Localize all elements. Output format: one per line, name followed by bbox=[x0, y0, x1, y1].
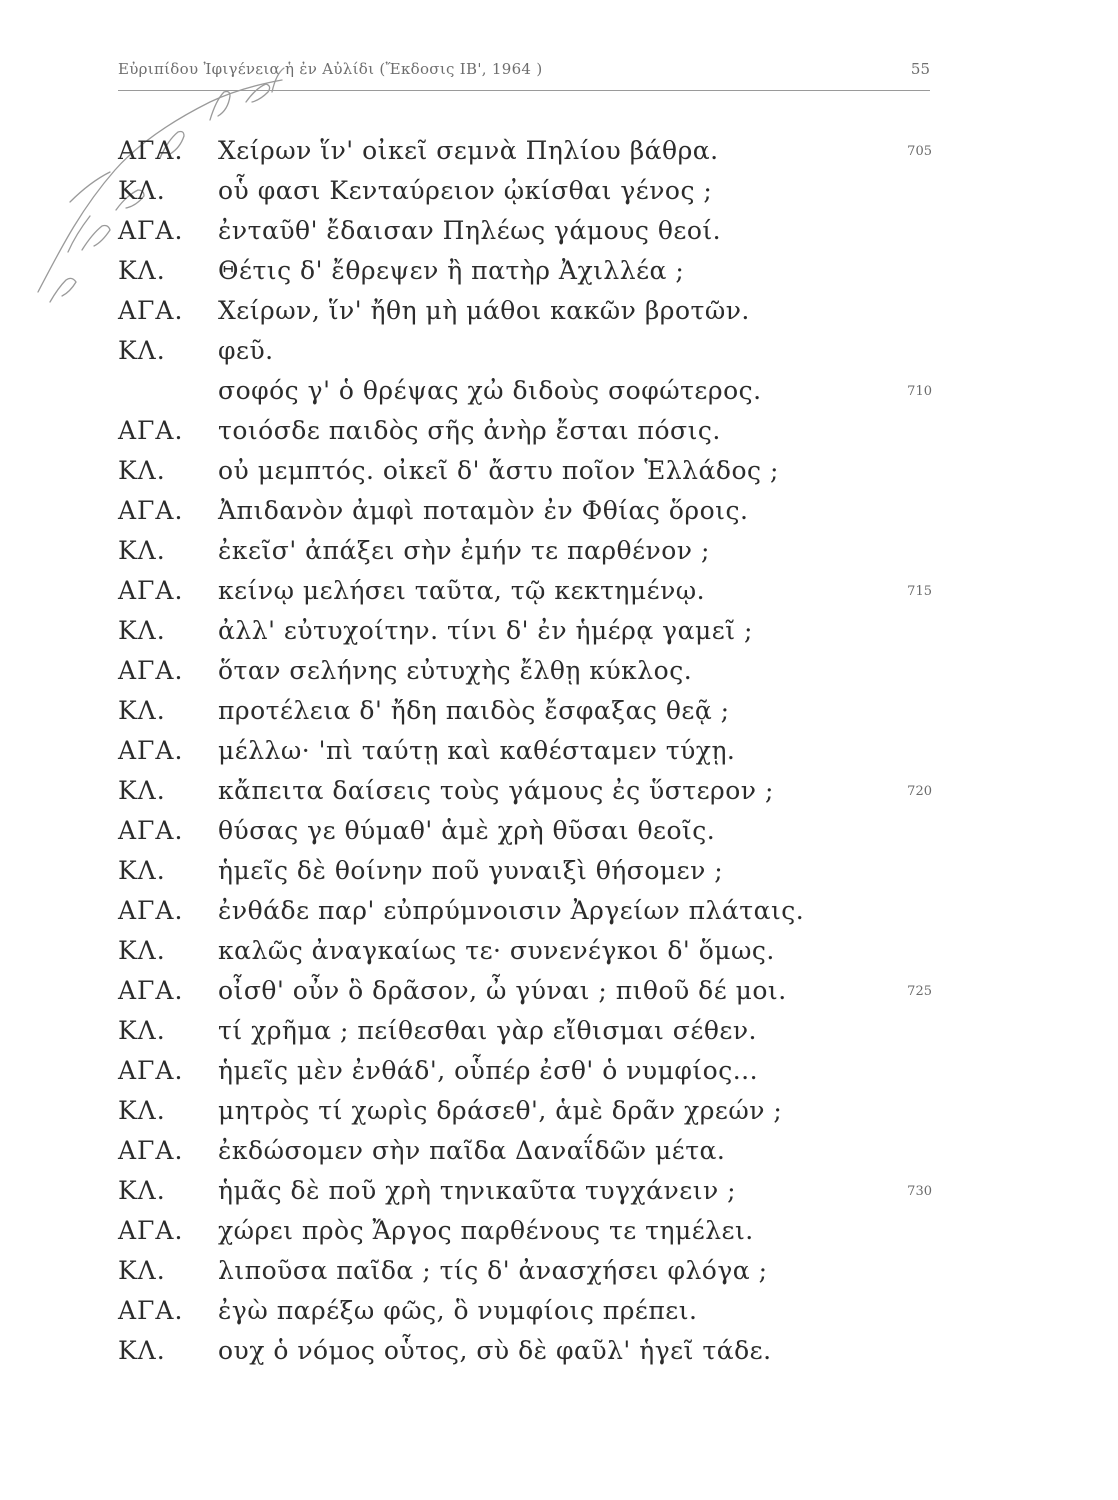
speaker-label: ΚΛ. bbox=[118, 1096, 166, 1125]
speaker-label: ΚΛ. bbox=[118, 176, 166, 205]
verse-line bbox=[0, 736, 1118, 776]
speaker-label: ΑΓΑ. bbox=[118, 296, 184, 325]
verse-line bbox=[0, 216, 1118, 256]
verse-text-line: θύσας γε θύμαθ' ἁμὲ χρὴ θῦσαι θεοῖς. bbox=[218, 816, 716, 845]
verse-line bbox=[0, 1216, 1118, 1256]
verse-line bbox=[0, 416, 1118, 456]
verse-line bbox=[0, 376, 1118, 416]
verse-line bbox=[0, 536, 1118, 576]
verse-text-line: οὗ φασι Κενταύρειον ᾠκίσθαι γένος ; bbox=[218, 176, 713, 205]
speaker-label: ΚΛ. bbox=[118, 616, 166, 645]
verse-line bbox=[0, 176, 1118, 216]
verse-text-line: μητρὸς τί χωρὶς δράσεθ', ἁμὲ δρᾶν χρεών ; bbox=[218, 1096, 783, 1125]
speaker-label: ΑΓΑ. bbox=[118, 1136, 184, 1165]
speaker-label: ΚΛ. bbox=[118, 776, 166, 805]
speaker-label: ΑΓΑ. bbox=[118, 816, 184, 845]
speaker-label: ΚΛ. bbox=[118, 456, 166, 485]
verse-line bbox=[0, 296, 1118, 336]
verse-text-line: καλῶς ἀναγκαίως τε· συνενέγκοι δ' ὅμως. bbox=[218, 936, 775, 965]
verse-line bbox=[0, 936, 1118, 976]
verse-text-line: προτέλεια δ' ἤδη παιδὸς ἔσφαξας θεᾷ ; bbox=[218, 696, 730, 725]
verse-line bbox=[0, 1016, 1118, 1056]
verse-text-line: σοφός γ' ὁ θρέψας χὠ διδοὺς σοφώτερος. bbox=[218, 376, 762, 405]
speaker-label: ΑΓΑ. bbox=[118, 1296, 184, 1325]
verse-text-line: τί χρῆμα ; πείθεσθαι γὰρ εἴθισμαι σέθεν. bbox=[218, 1016, 757, 1045]
verse-text-line: ἡμεῖς μὲν ἐνθάδ', οὗπέρ ἐσθ' ὁ νυμφίος... bbox=[218, 1056, 759, 1085]
verse-line bbox=[0, 1256, 1118, 1296]
speaker-label: ΑΓΑ. bbox=[118, 496, 184, 525]
verse-text-line: ὅταν σελήνης εὐτυχὴς ἔλθῃ κύκλος. bbox=[218, 656, 693, 685]
verse-line bbox=[0, 1296, 1118, 1336]
verse-text-line: ἐγὼ παρέξω φῶς, ὃ νυμφίοις πρέπει. bbox=[218, 1296, 698, 1325]
verse-text-line: Χείρων, ἵν' ἤθη μὴ μάθοι κακῶν βροτῶν. bbox=[218, 296, 750, 325]
speaker-label: ΑΓΑ. bbox=[118, 416, 184, 445]
verse-line bbox=[0, 1136, 1118, 1176]
verse-line bbox=[0, 856, 1118, 896]
verse-text-line: ἐνταῦθ' ἔδαισαν Πηλέως γάμους θεοί. bbox=[218, 216, 722, 245]
verse-line bbox=[0, 976, 1118, 1016]
verse-text-line: κείνῳ μελήσει ταῦτα, τῷ κεκτημένῳ. bbox=[218, 576, 706, 605]
verse-text-line: ἐκεῖσ' ἀπάξει σὴν ἐμήν τε παρθένον ; bbox=[218, 536, 710, 565]
verse-line bbox=[0, 136, 1118, 176]
verse-text-line: Ἀπιδανὸν ἀμφὶ ποταμὸν ἐν Φθίας ὅροις. bbox=[218, 496, 749, 525]
speaker-label: ΚΛ. bbox=[118, 936, 166, 965]
line-number: 725 bbox=[907, 984, 932, 999]
page-number: 55 bbox=[910, 60, 930, 78]
verse-line bbox=[0, 616, 1118, 656]
verse-line bbox=[0, 816, 1118, 856]
verse-line bbox=[0, 256, 1118, 296]
verse-line bbox=[0, 576, 1118, 616]
speaker-label: ΚΛ. bbox=[118, 1176, 166, 1205]
line-number: 705 bbox=[907, 144, 932, 159]
verse-text-line: λιποῦσα παῖδα ; τίς δ' ἀνασχήσει φλόγα ; bbox=[218, 1256, 768, 1285]
verse-text-line: μέλλω· 'πὶ ταύτῃ καὶ καθέσταμεν τύχῃ. bbox=[218, 736, 736, 765]
verse-line bbox=[0, 1096, 1118, 1136]
verse-line bbox=[0, 1176, 1118, 1216]
verse-line bbox=[0, 456, 1118, 496]
verse-line bbox=[0, 896, 1118, 936]
verse-text-line: τοιόσδε παιδὸς σῆς ἀνὴρ ἔσται πόσις. bbox=[218, 416, 721, 445]
line-number: 720 bbox=[907, 784, 932, 799]
verse-text-line: ἡμᾶς δὲ ποῦ χρὴ τηνικαῦτα τυγχάνειν ; bbox=[218, 1176, 737, 1205]
line-number: 710 bbox=[907, 384, 932, 399]
verse-text-line: κἄπειτα δαίσεις τοὺς γάμους ἐς ὕστερον ; bbox=[218, 776, 774, 805]
running-title: Εὐριπίδου Ἰφιγένεια ἡ ἐν Αὐλίδι (Ἔκδοσις ΙΒ', 1964 ) bbox=[118, 60, 543, 78]
speaker-label: ΑΓΑ. bbox=[118, 576, 184, 605]
verse-text-line: Χείρων ἵν' οἰκεῖ σεμνὰ Πηλίου βάθρα. bbox=[218, 136, 719, 165]
speaker-label: ΚΛ. bbox=[118, 536, 166, 565]
speaker-label: ΑΓΑ. bbox=[118, 216, 184, 245]
verse-text-line: χώρει πρὸς Ἄργος παρθένους τε τημέλει. bbox=[218, 1216, 754, 1245]
speaker-label: ΚΛ. bbox=[118, 696, 166, 725]
verse-text-line: ἡμεῖς δὲ θοίνην ποῦ γυναιξὶ θήσομεν ; bbox=[218, 856, 724, 885]
verse-text-line: οἶσθ' οὖν ὃ δρᾶσον, ὦ γύναι ; πιθοῦ δέ μοι. bbox=[218, 976, 787, 1005]
speaker-label: ΚΛ. bbox=[118, 336, 166, 365]
verse-line bbox=[0, 1056, 1118, 1096]
speaker-label: ΑΓΑ. bbox=[118, 656, 184, 685]
verse-text-line: οὐ μεμπτός. οἰκεῖ δ' ἄστυ ποῖον Ἑλλάδος ; bbox=[218, 456, 779, 485]
line-number: 715 bbox=[907, 584, 932, 599]
speaker-label: ΚΛ. bbox=[118, 256, 166, 285]
speaker-label: ΚΛ. bbox=[118, 856, 166, 885]
verse-text-line: ἐνθάδε παρ' εὐπρύμνοισιν Ἀργείων πλάταις. bbox=[218, 896, 805, 925]
speaker-label: ΚΛ. bbox=[118, 1016, 166, 1045]
verse-line bbox=[0, 336, 1118, 376]
speaker-label: ΑΓΑ. bbox=[118, 1056, 184, 1085]
speaker-label: ΑΓΑ. bbox=[118, 896, 184, 925]
verse-text-line: ἐκδώσομεν σὴν παῖδα Δαναΐδῶν μέτα. bbox=[218, 1136, 726, 1165]
speaker-label: ΑΓΑ. bbox=[118, 976, 184, 1005]
speaker-label: ΚΛ. bbox=[118, 1256, 166, 1285]
speaker-label: ΑΓΑ. bbox=[118, 736, 184, 765]
verse-line bbox=[0, 656, 1118, 696]
verse-line bbox=[0, 696, 1118, 736]
speaker-label: ΑΓΑ. bbox=[118, 1216, 184, 1245]
verse-text-line: ουχ ὁ νόμος οὗτος, σὺ δὲ φαῦλ' ἡγεῖ τάδε. bbox=[218, 1336, 772, 1365]
verse-line bbox=[0, 496, 1118, 536]
speaker-label: ΚΛ. bbox=[118, 1336, 166, 1365]
line-number: 730 bbox=[907, 1184, 932, 1199]
verse-line bbox=[0, 776, 1118, 816]
verse-text-line: ἀλλ' εὐτυχοίτην. τίνι δ' ἐν ἡμέρᾳ γαμεῖ ; bbox=[218, 616, 753, 645]
verse-line bbox=[0, 1336, 1118, 1376]
verse-text-line: φεῦ. bbox=[218, 336, 274, 365]
verse-text-line: Θέτις δ' ἔθρεψεν ἢ πατὴρ Ἀχιλλέα ; bbox=[218, 256, 685, 285]
speaker-label: ΑΓΑ. bbox=[118, 136, 184, 165]
